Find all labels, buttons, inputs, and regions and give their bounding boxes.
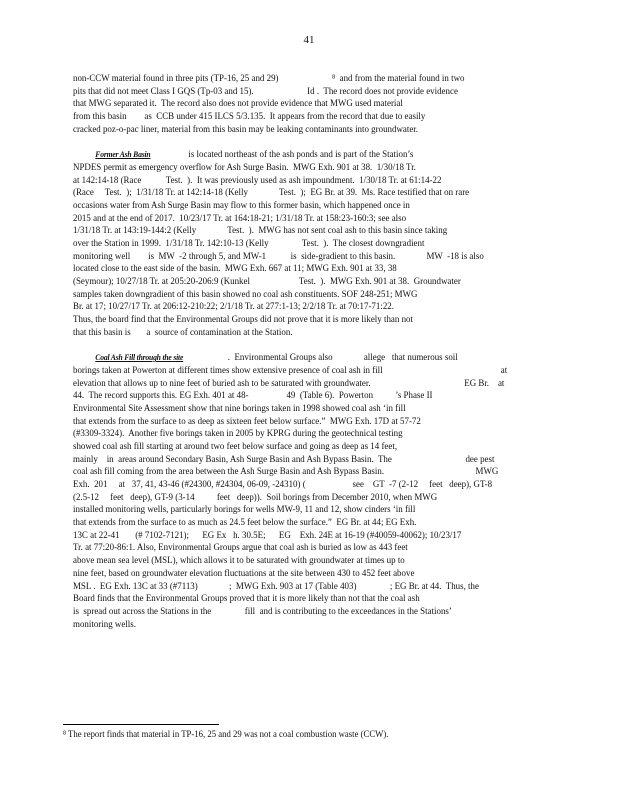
footnote-8: ⁸ The report finds that material in TP-16, 25 and 29 was not a coal combustion waste (CCW). <box>63 730 389 740</box>
text-line: mainly in areas around Secondary Basin, Ash Surge Basin and Ash Bypass Basin. The dee pest <box>73 453 495 465</box>
paragraph-spacer <box>73 339 518 352</box>
text-line: (#3309-3324). Another five borings taken in 2005 by KPRG during the geotechnical testing <box>73 428 403 440</box>
text-line: MSL . EG Exh. 13C at 33 (#7113) ; MWG Exh. 903 at 17 (Table 403) ; EG Br. at 44. Thus, the <box>73 580 479 592</box>
text-line: Br. at 17; 10/27/17 Tr. at 206:12-210:22; 2/1/18 Tr. at 277:1-13; 2/2/18 Tr. at 70:17-71:22. <box>73 301 394 313</box>
text-line: over the Station in 1999. 1/31/18 Tr. 142:10-13 (Kelly Test. ). The closest downgradient <box>73 237 425 249</box>
text-line: (Race Test. ); 1/31/18 Tr. at 142:14-18 (Kelly Test. ); EG Br. at 39. Ms. Race testified that on rare <box>73 187 470 199</box>
text-line: (Seymour); 10/27/18 Tr. at 205:20-206:9 (Kunkel Test. ). MWG Exh. 901 at 38. Groundwater <box>73 276 461 287</box>
text-line: at 142:14-18 (Race Test. ). It was previously used as ash impoundment. 1/30/18 Tr. at 61:14-22 <box>73 174 442 186</box>
paragraph-coal-ash-fill <box>73 352 518 631</box>
text-line: Environmental Site Assessment show that nine borings taken in 1998 showed coal ash ‘in fill <box>73 402 406 414</box>
text-segment: . Environmental Groups also allege that numerous soil <box>227 352 458 364</box>
text-line: borings taken at Powerton at different times show extensive presence of coal ash in fill at <box>73 364 508 376</box>
text-line: non-CCW material found in three pits (TP-16, 25 and 29) ⁸ and from the material found in two <box>73 73 465 84</box>
section-heading-coal-ash-fill: Coal Ash Fill through the site <box>95 353 184 363</box>
text-line: 1/31/18 Tr. at 143:19-144:2 (Kelly Test. ). MWG has not sent coal ash to this basin since taking <box>73 225 448 237</box>
text-segment: is located northeast of the ash ponds and is part of the Station’s <box>188 149 414 161</box>
text-line: installed monitoring wells, particularly borings for wells MW-9, 11 and 12, show cinders ‘in fill <box>73 504 416 516</box>
text-line: NPDES permit as emergency overflow for Ash Surge Basin. MWG Exh. 901 at 38. 1/30/18 Tr. <box>73 161 416 173</box>
text-line: above mean sea level (MSL), which allows it to be saturated with groundwater at times up to <box>73 555 405 567</box>
text-line: that MWG separated it. The record also does not provide evidence that MWG used material <box>73 98 403 110</box>
text-line: that this basin is a source of contamination at the Station. <box>73 326 293 338</box>
text-line: Exh. 201 at 37, 41, 43-46 (#24300, #24304, 06-09, -24310) ( see GT -7 (2-12 feet deep), GT-8 <box>73 479 493 490</box>
text-line <box>73 149 518 162</box>
text-line: that extends from the surface to as much as 24.5 feet below the surface.” EG Br. at 44; EG Exh. <box>73 517 417 529</box>
paragraph-former-ash-basin <box>73 149 518 339</box>
text-line: monitoring wells. <box>73 618 136 630</box>
text-line: showed coal ash fill starting at around two feet below surface and going as deep as 14 feet, <box>73 440 398 452</box>
text-line: is spread out across the Stations in the fill and is contributing to the exceedances in the Stations’ <box>73 605 452 617</box>
text-line: monitoring well is MW -2 through 5, and MW-1 is side-gradient to this basin. MW -18 is also <box>73 250 484 262</box>
text-line: from this basin as CCB under 415 ILCS 5/3.135. It appears from the record that due to easily <box>73 111 426 123</box>
text-line: 2015 and at the end of 2017. 10/23/17 Tr. at 164:18-21; 1/31/18 Tr. at 158:23-160:3; see also <box>73 212 407 224</box>
page-number: 41 <box>303 34 315 46</box>
section-heading-former-ash-basin: Former Ash Basin <box>95 150 151 160</box>
text-line: Thus, the board find that the Environmental Groups did not prove that it is more likely than not <box>73 314 413 326</box>
paragraph-continuation <box>73 73 518 136</box>
text-line: coal ash fill coming from the area between the Ash Surge Basin and Ash Bypass Basin. MWG <box>73 466 499 478</box>
text-line: cracked poz-o-pac liner, material from this basin may be leaking contaminants into groundwater. <box>73 123 419 135</box>
text-line: 13C at 22-41 (# 7102-7121); EG Ex h. 30.5E; EG Exh. 24E at 16-19 (#40059-40062); 10/23/17 <box>73 529 462 541</box>
footnote-divider <box>63 724 219 725</box>
text-line: elevation that allows up to nine feet of buried ash to be saturated with groundwater. EG Br. at <box>73 377 505 389</box>
paragraph-spacer <box>73 136 518 149</box>
text-line: pits that did not meet Class I GQS (Tp-03 and 15). Id . The record does not provide evidence <box>73 85 458 97</box>
body-text <box>73 73 518 631</box>
text-line <box>73 352 518 365</box>
text-line: samples taken downgradient of this basin showed no coal ash constituents. SOF 248-251; MWG <box>73 288 418 300</box>
text-line: that extends from the surface to as deep as sixteen feet below surface.” MWG Exh. 17D at 57-72 <box>73 415 421 427</box>
text-line: occasions water from Ash Surge Basin may flow to this former basin, which happened once in <box>73 199 410 211</box>
text-line: (2.5-12 feet deep), GT-9 (3-14 feet deep)). Soil borings from December 2010, when MWG <box>73 491 438 503</box>
text-line: Board finds that the Environmental Groups proved that it is more likely than not that the coal ash <box>73 593 420 605</box>
text-line: nine feet, based on groundwater elevation fluctuations at the site between 430 to 452 feet above <box>73 567 415 579</box>
text-line: Tr. at 77:20-86:1. Also, Environmental Groups argue that coal ash is buried as low as 443 feet <box>73 542 408 554</box>
text-line: located close to the east side of the basin. MWG Exh. 667 at 11; MWG Exh. 901 at 33, 38 <box>73 263 397 275</box>
text-line: 44. The record supports this. EG Exh. 401 at 48- 49 (Table 6). Powerton ’s Phase II <box>73 390 433 402</box>
